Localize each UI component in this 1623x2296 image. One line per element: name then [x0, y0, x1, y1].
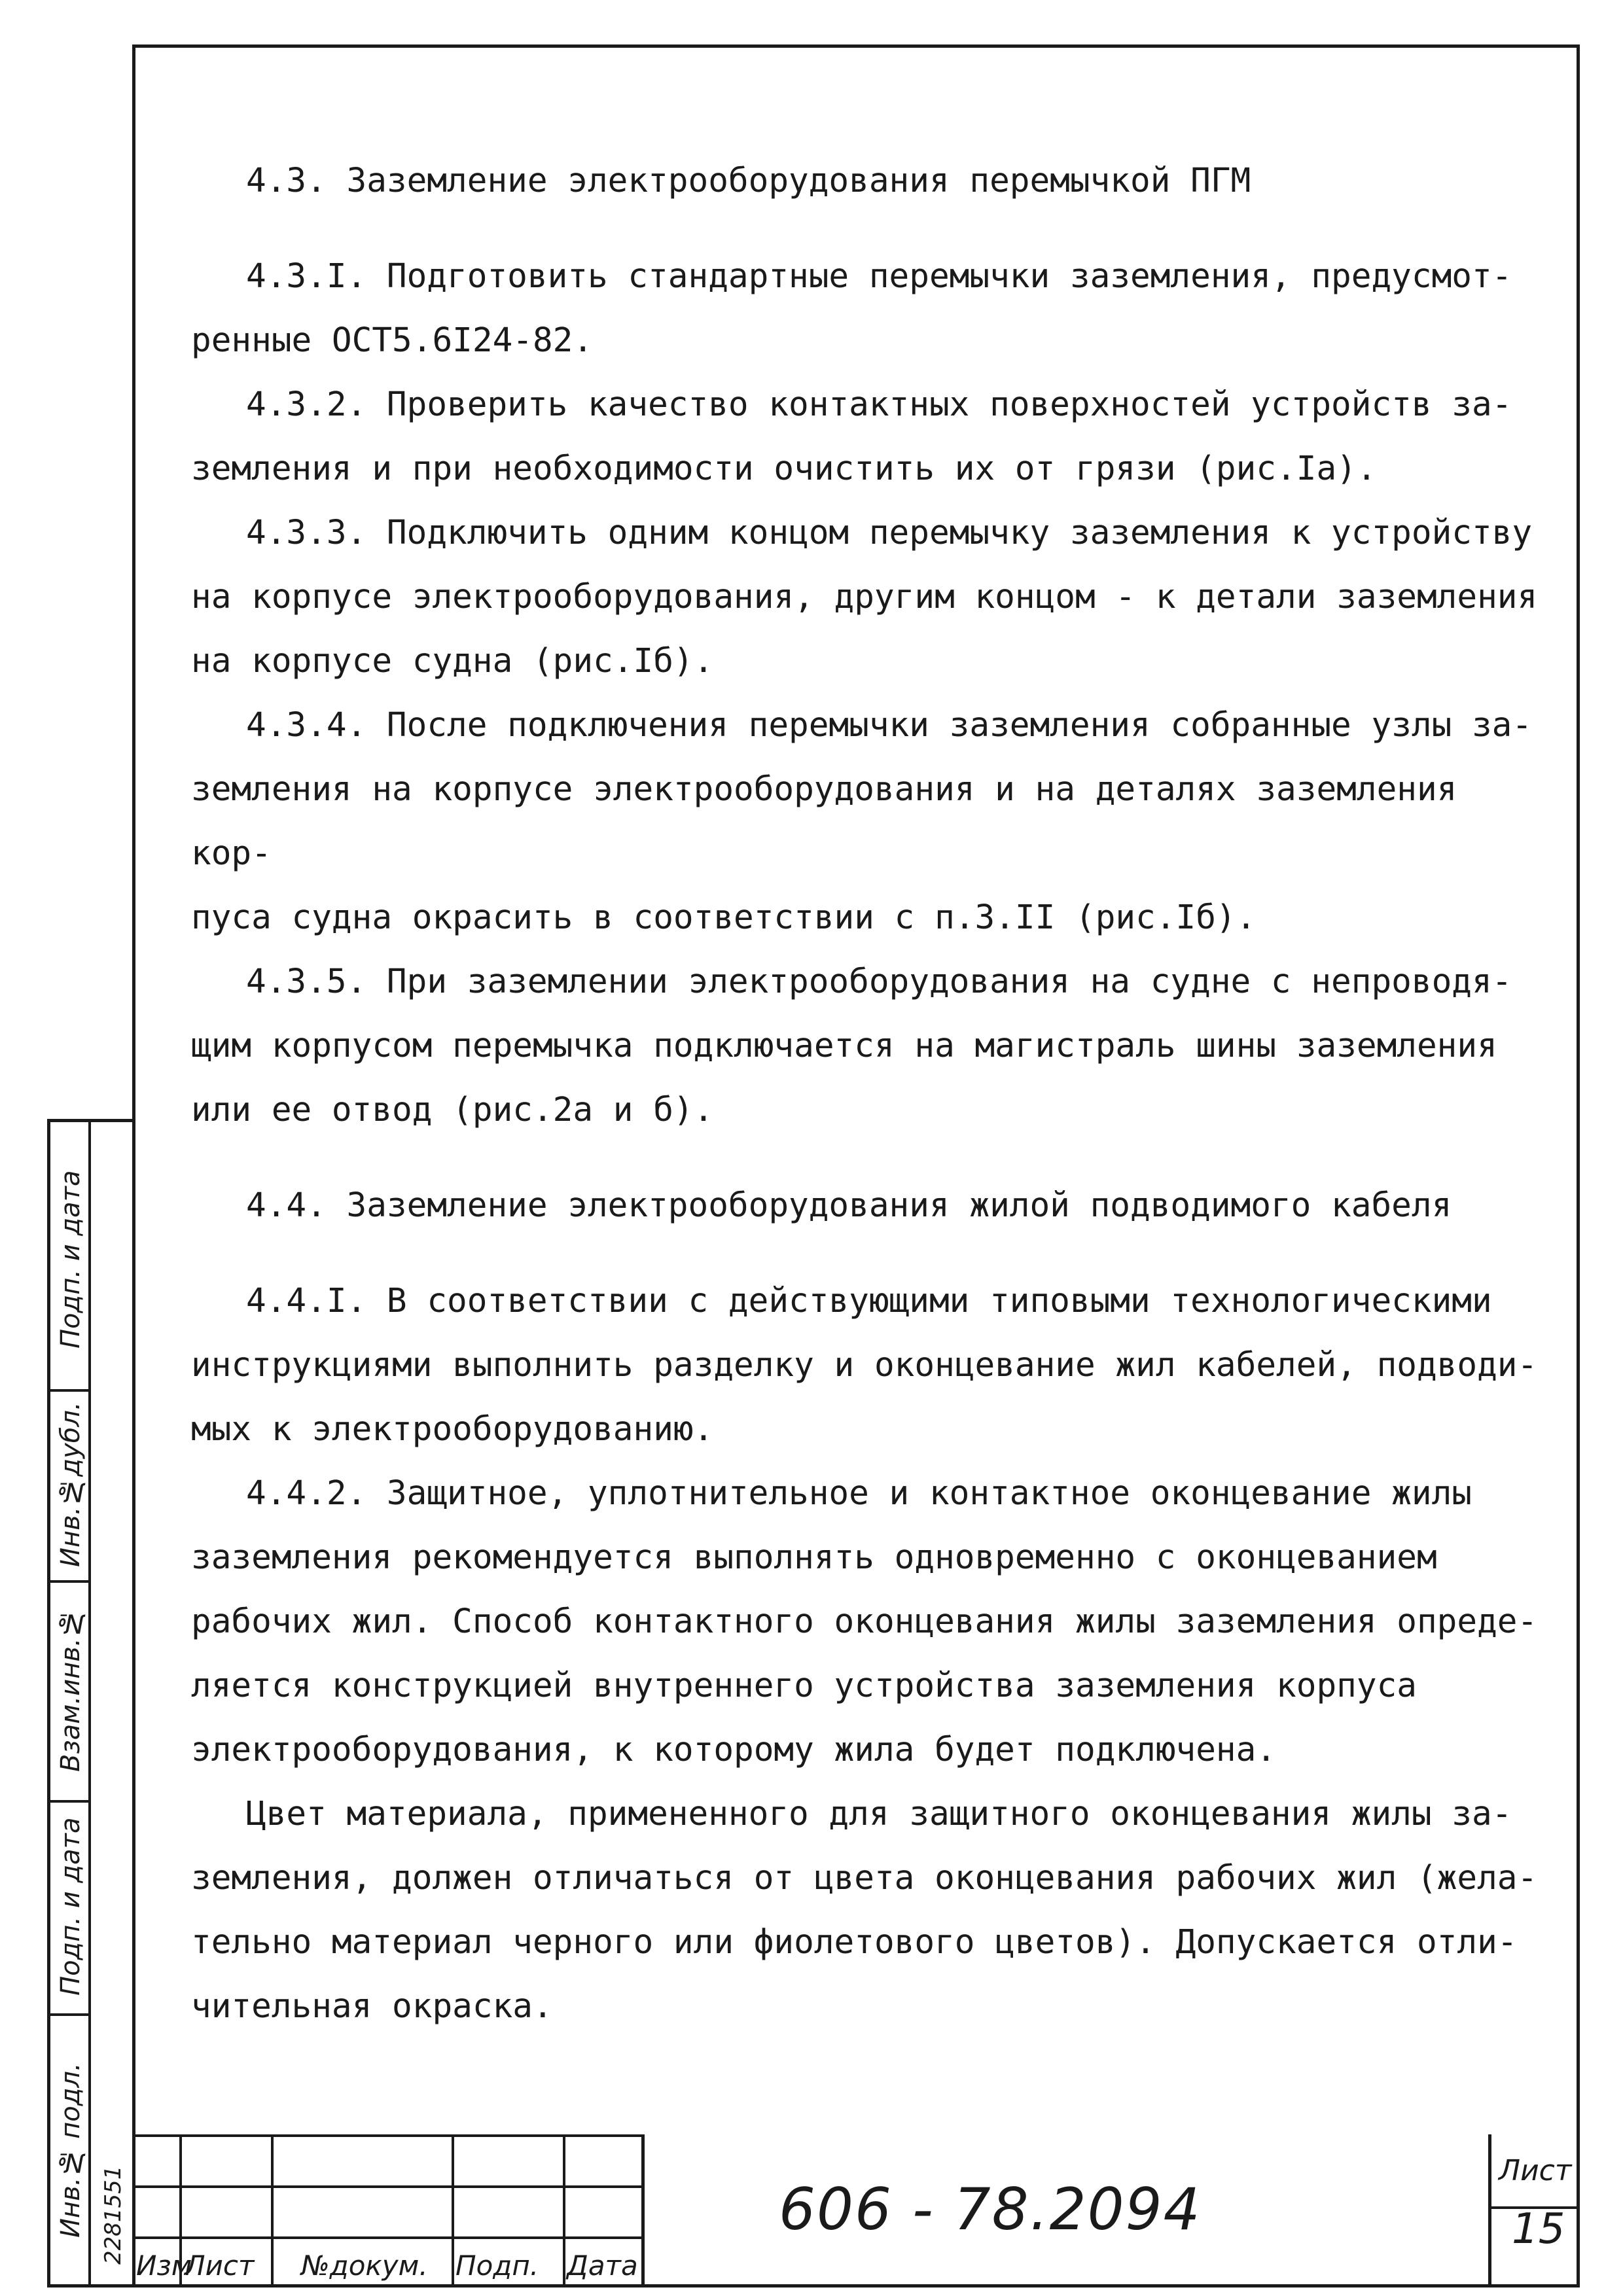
section-heading-4-3: 4.3. Заземление электрооборудования перемычкой ПГМ: [246, 162, 1251, 200]
paragraph-4-3-5-line3: или ее отвод (рис.2а и б).: [191, 1091, 714, 1129]
side-label-vzam-inv: Взам.инв.№: [56, 1608, 86, 1773]
paragraph-4-3-1-line2: ренные ОСТ5.6I24-82.: [191, 321, 594, 360]
side-stamp: [47, 1119, 132, 2287]
paragraph-4-4-1-line1: 4.4.I. В соответствии с действующими типовыми технологическими: [246, 1282, 1492, 1320]
paragraph-4-3-3-line1: 4.3.3. Подключить одним концом перемычку заземления к устройству: [246, 514, 1533, 552]
paragraph-4-4-2-line4: ляется конструкцией внутреннего устройства заземления корпуса: [191, 1667, 1417, 1705]
paragraph-4-3-2-line1: 4.3.2. Проверить качество контактных поверхностей устройств за-: [246, 385, 1512, 424]
paragraph-4-3-1-line1: 4.3.I. Подготовить стандартные перемычки заземления, предусмот-: [246, 257, 1512, 296]
paragraph-4-3-3-line3: на корпусе судна (рис.Iб).: [191, 642, 714, 680]
paragraph-color-line3: тельно материал черного или фиолетового цветов). Допускается отли-: [191, 1923, 1518, 1962]
side-label-inv-dubl: Инв.№дубл.: [56, 1402, 86, 1568]
section-heading-4-4: 4.4. Заземление электрооборудования жилой подводимого кабеля: [246, 1186, 1452, 1225]
paragraph-4-3-2-line2: земления и при необходимости очистить их от грязи (рис.Iа).: [191, 450, 1377, 488]
paragraph-4-4-2-line2: заземления рекомендуется выполнять одновременно с оконцеванием: [191, 1538, 1437, 1577]
paragraph-4-3-4-line2: земления на корпусе электрооборудования и на деталях заземления кор-: [191, 770, 1457, 873]
side-label-inv-podl: Инв.№ подл.: [56, 2062, 86, 2238]
side-label-podp-data-1: Подп. и дата: [56, 1170, 86, 1349]
paragraph-4-3-3-line2: на корпусе электрооборудования, другим концом - к детали заземления: [191, 578, 1538, 616]
label-data: Дата: [567, 2250, 638, 2282]
inventory-number: 2281551: [100, 2165, 126, 2265]
label-list: Лист: [185, 2250, 255, 2282]
label-doc-no: №докум.: [301, 2250, 428, 2282]
label-podp: Подп.: [455, 2250, 539, 2282]
paragraph-4-3-4-line3: пуса судна окрасить в соответствии с п.3.II (рис.Iб).: [191, 898, 1257, 937]
paragraph-color-line2: земления, должен отличаться от цвета оконцевания рабочих жил (жела-: [191, 1859, 1538, 1898]
paragraph-color-line1: Цвет материала, примененного для защитного оконцевания жилы за-: [246, 1795, 1512, 1833]
paragraph-4-4-2-line1: 4.4.2. Защитное, уплотнительное и контактное оконцевание жилы: [246, 1474, 1472, 1513]
document-number: 606 - 78.2094: [779, 2176, 1202, 2243]
paragraph-4-3-5-line2: щим корпусом перемычка подключается на магистраль шины заземления: [191, 1027, 1497, 1065]
paragraph-4-4-1-line2: инструкциями выполнить разделку и оконцевание жил кабелей, подводи-: [191, 1346, 1538, 1385]
document-body: [191, 149, 1552, 2039]
paragraph-4-4-1-line3: мых к электрооборудованию.: [191, 1410, 714, 1449]
label-izm: Изм: [136, 2250, 192, 2282]
side-label-podp-data-2: Подп. и дата: [56, 1817, 86, 1996]
paragraph-4-4-2-line3: рабочих жил. Способ контактного оконцевания жилы заземления опреде-: [191, 1602, 1538, 1641]
paragraph-4-4-2-line5: электрооборудования, к которому жила будет подключена.: [191, 1731, 1277, 1769]
paragraph-4-3-4-line1: 4.3.4. После подключения перемычки заземления собранные узлы за-: [246, 706, 1533, 745]
sheet-number: 15: [1512, 2205, 1565, 2253]
sheet-label: Лист: [1499, 2154, 1572, 2187]
paragraph-4-3-5-line1: 4.3.5. При заземлении электрооборудования на судне с непроводя-: [246, 963, 1512, 1001]
paragraph-color-line4: чительная окраска.: [191, 1987, 553, 2026]
